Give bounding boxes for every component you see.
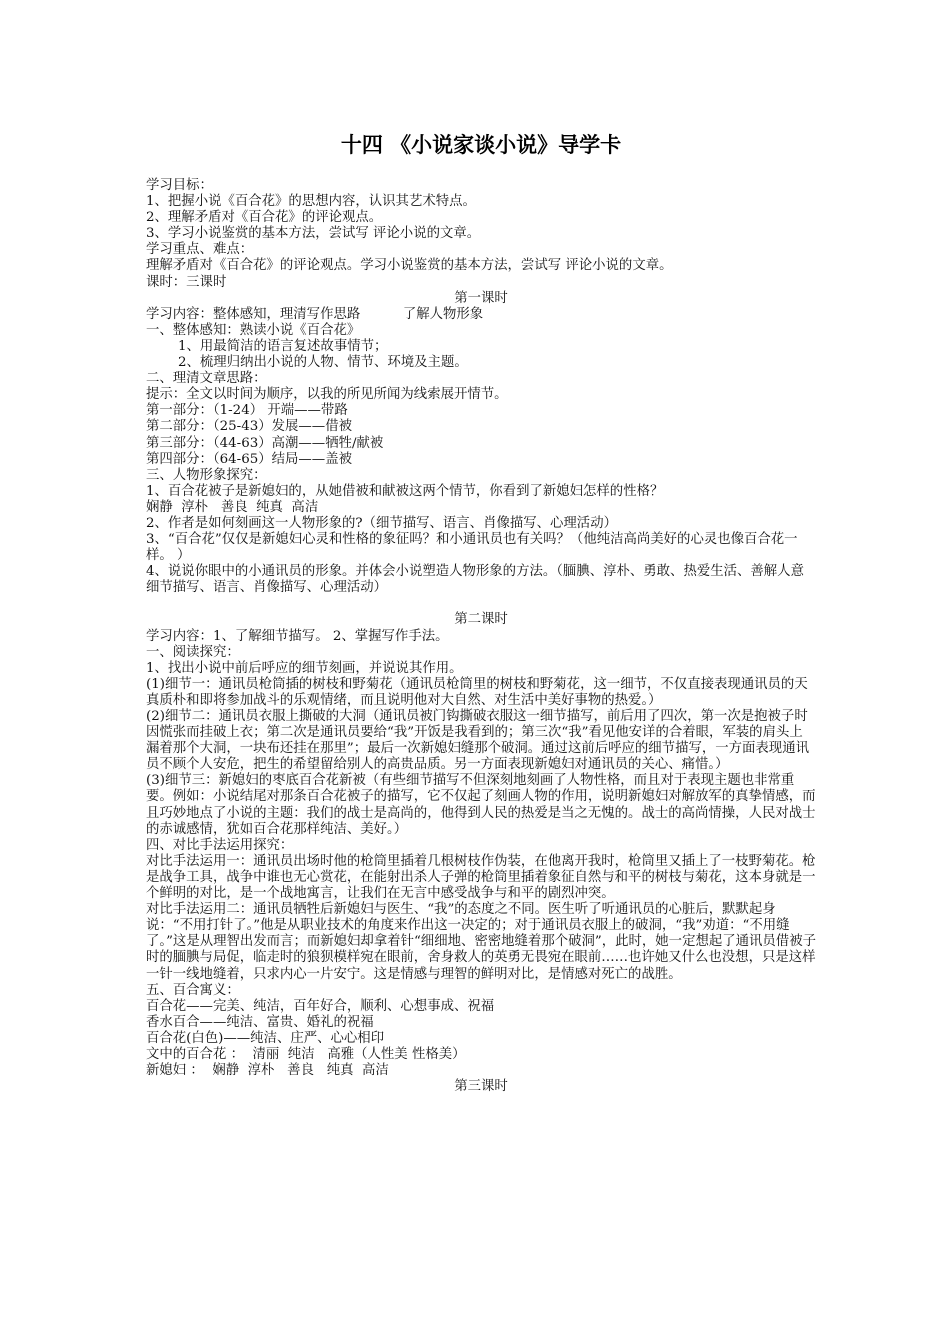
- keypoints-text: 理解矛盾对《百合花》的评论观点。学习小说鉴赏的基本方法，尝试写 评论小说的文章。: [146, 258, 673, 274]
- detail-paragraph: (1)细节一：通讯员枪筒插的树枝和野菊花（通讯员枪筒里的树枝和野菊花，这一细节，不仅直接表现通讯员的天真质朴和即将参加战斗的乐观情绪，而且说明他对大自然、对生活中美好事物的热爱。）: [146, 676, 808, 708]
- meaning-item: 文中的百合花 ： 清丽 纯洁 高雅（人性美 性格美）: [146, 1046, 466, 1062]
- task-item: 2、梳理归纳出小说的人物、情节、环境及主题。: [178, 355, 468, 371]
- answer-text: 娴静 淳朴 善良 纯真 高洁: [146, 499, 319, 515]
- hint-text: 提示：全文以时间为顺序，以我的所见所闻为线索展开情节。: [146, 387, 508, 403]
- section-label-goals: 学习目标：: [146, 178, 213, 193]
- question-item: 2、作者是如何刻画这一人物形象的?（细节描写、语言、肖像描写、心理活动）: [146, 515, 617, 531]
- section-heading: 二、理清文章思路：: [146, 371, 267, 387]
- question-item: 1、百合花被子是新媳妇的，从她借被和献被这两个情节，你看到了新媳妇怎样的性格？: [146, 483, 664, 499]
- structure-part: 第四部分：（64-65）结局——盖被: [146, 451, 352, 467]
- contrast-paragraph: 对比手法运用一：通讯员出场时他的枪筒里插着几根树枝作伪装，在他离开我时，枪筒里又插上了一枝野菊花。枪是战争工具，战争中谁也无心赏花，在能射出杀人子弹的枪筒里插着象征自然与和平的树枝与菊花，这本身就是一个鲜明的对比，是一个战地寓言，让我们在无言中感受战争与和平的剧烈冲突。: [146, 853, 816, 902]
- section-label-keypoints: 学习重点、难点：: [146, 242, 254, 258]
- meaning-item: 新媳妇 ： 娴静 淳朴 善良 纯真 高洁: [146, 1063, 389, 1079]
- structure-part: 第二部分：（25-43）发展——借被: [146, 419, 352, 435]
- question-item: 4、说说你眼中的小通讯员的形象。并体会小说塑造人物形象的方法。（腼腆、淳朴、勇敢、热爱生活、善解人意 细节描写、语言、肖像描写、心理活动）: [146, 564, 826, 596]
- detail-paragraph: (3)细节三：新媳妇的枣底百合花新被（有些细节描写不但深刻地刻画了人物性格，而且对于表现主题也非常重要。例如：小说结尾对那条百合花被子的描写，它不仅起了刻画人物的作用，说明新媳妇对解放军的真挚情感，而且巧妙地点了小说的主题：我们的战士是高尚的，他得到人民的热爱是当之无愧的。战士的高尚情操，人民对战士的赤诚感情，犹如百合花那样纯洁、美好。）: [146, 773, 816, 837]
- lesson-content: 学习内容：整体感知，理清写作思路 了解人物形象: [146, 306, 484, 322]
- goal-item: 1、把握小说《百合花》的思想内容，认识其艺术特点。: [146, 194, 476, 210]
- question-item: 3、“百合花”仅仅是新媳妇心灵和性格的象征吗？和小通讯员也有关吗？（他纯洁高尚美好的心灵也像百合花一样。 ）: [146, 532, 798, 564]
- structure-part: 第一部分：（1-24） 开端——带路: [146, 403, 348, 419]
- section-heading: 三、人物形象探究：: [146, 467, 267, 483]
- document-title: 十四 《小说家谈小说》导学卡: [340, 133, 622, 157]
- question-item: 1、找出小说中前后呼应的细节刻画，并说说其作用。: [146, 660, 463, 676]
- section-heading: 一、阅读探究：: [146, 644, 240, 660]
- task-item: 1、用最简洁的语言复述故事情节；: [178, 338, 388, 354]
- contrast-paragraph: 对比手法运用二：通讯员牺牲后新媳妇与医生、“我”的态度之不同。医生听了听通讯员的心脏后，默默起身说：“不用打针了。”他是从职业技术的角度来作出这一决定的；对于通讯员衣服上的破洞，“我”劝道：“不用缝了。”这是从理智出发而言；而新媳妇却拿着针“细细地、密密地缝着那个破洞”，此时，她一定想起了通讯员借被子时的腼腆与局促，临走时的狼狈模样宛在眼前，舍身救人的英勇无畏宛在眼前……也许她又什么也没想，只是这样一针一线地缝着，只求内心一片安宁。这是情感与理智的鲜明对比，是情感对死亡的战胜。: [146, 902, 816, 982]
- meaning-item: 香水百合——纯洁、富贵、婚礼的祝福: [146, 1014, 374, 1030]
- class-hours: 课时：三课时: [146, 274, 227, 290]
- lesson-heading-2: 第二课时: [454, 612, 508, 628]
- goal-item: 2、理解矛盾对《百合花》的评论观点。: [146, 210, 383, 226]
- document-page: [146, 124, 826, 1095]
- meaning-item: 百合花——完美、纯洁，百年好合，顺利、心想事成、祝福: [146, 998, 495, 1014]
- section-heading: 五、百合寓义：: [146, 982, 240, 998]
- goal-item: 3、学习小说鉴赏的基本方法，尝试写 评论小说的文章。: [146, 226, 481, 242]
- lesson-content: 学习内容：1、了解细节描写。 2、掌握写作手法。: [146, 628, 449, 644]
- lesson-heading-3: 第三课时: [454, 1079, 508, 1095]
- lesson-heading-1: 第一课时: [454, 290, 508, 306]
- structure-part: 第三部分：（44-63）高潮——牺牲/献被: [146, 435, 384, 451]
- spacer: [146, 596, 816, 612]
- meaning-item: 百合花(白色)——纯洁、庄严、心心相印: [146, 1030, 385, 1046]
- section-heading: 一、整体感知：熟读小说《百合花》: [146, 322, 361, 338]
- detail-paragraph: (2)细节二：通讯员衣服上撕破的大洞（通讯员被门钩撕破衣服这一细节描写，前后用了四次，第一次是抱被子时因慌张而挂破上衣；第二次是通讯员要给“我”开饭是我看到的；第三次“我”看见他安详的合着眼，军装的肩头上漏着那个大洞，一块布还挂在那里”；最后一次新媳妇缝那个破洞。通过这前后呼应的细节描写，一方面表现通讯员不顾个人安危，把生的希望留给别人的高贵品质。另一方面表现新媳妇对通讯员的关心、痛惜。）: [146, 709, 809, 773]
- section-heading: 四、对比手法运用探究：: [146, 837, 294, 853]
